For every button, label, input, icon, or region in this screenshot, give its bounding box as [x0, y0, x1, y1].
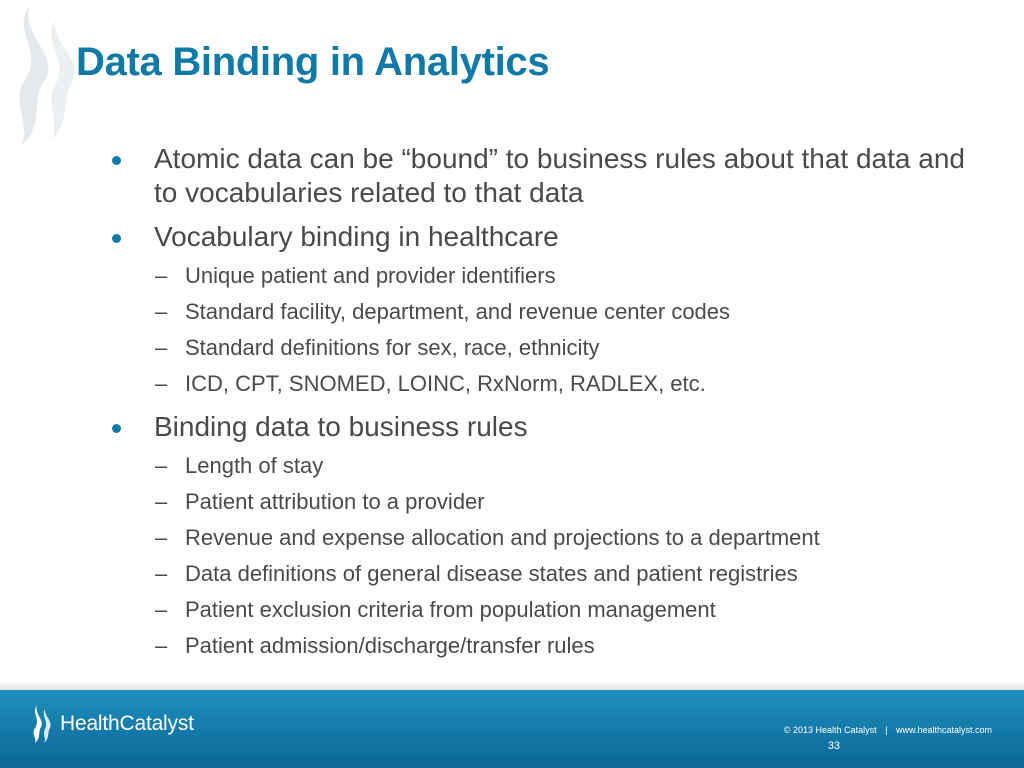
- sub-bullet-item: [112, 369, 972, 398]
- sub-bullet-text: Standard facility, department, and revenue center codes: [185, 299, 731, 324]
- slide-content: [112, 140, 972, 660]
- healthcatalyst-logo: [28, 704, 194, 744]
- dash-icon: –: [155, 633, 168, 658]
- dash-icon: –: [155, 335, 168, 360]
- dash-icon: –: [155, 525, 168, 550]
- sub-bullet-item: [112, 297, 972, 326]
- footer-shadow: [0, 682, 1024, 690]
- logo-text: HealthCatalyst: [60, 712, 194, 735]
- slide-title: Data Binding in Analytics: [76, 40, 550, 84]
- page-number: 33: [827, 740, 841, 752]
- sub-bullet-text: Standard definitions for sex, race, ethnicity: [185, 335, 600, 360]
- bullet-text: Vocabulary binding in healthcare: [154, 221, 559, 252]
- footer-band: [0, 690, 1024, 768]
- sub-bullet-text: Patient attribution to a provider: [185, 489, 485, 514]
- bullet-dot-icon: [112, 424, 121, 433]
- bullet-item: [112, 142, 972, 210]
- dash-icon: –: [155, 453, 168, 478]
- copyright-text: © 2013 Health Catalyst: [783, 725, 877, 735]
- sub-bullet-item: [112, 523, 972, 552]
- sub-bullet-item: [112, 559, 972, 588]
- dash-icon: –: [155, 489, 168, 514]
- dash-icon: –: [155, 263, 168, 288]
- dash-icon: –: [155, 371, 168, 396]
- sub-bullet-text: Data definitions of general disease states and patient registries: [185, 561, 798, 586]
- bullet-item: [112, 410, 972, 444]
- sub-bullet-text: ICD, CPT, SNOMED, LOINC, RxNorm, RADLEX, etc.: [185, 371, 706, 396]
- bullet-text: Atomic data can be “bound” to business rules about that data and to vocabularies related to that data: [154, 143, 965, 208]
- bullet-item: [112, 220, 972, 254]
- sub-bullet-item: [112, 451, 972, 480]
- website-link[interactable]: www.healthcatalyst.com: [895, 725, 992, 735]
- sub-bullet-item: [112, 487, 972, 516]
- sub-bullet-item: [112, 595, 972, 624]
- dash-icon: –: [155, 597, 168, 622]
- flame-logo-icon: [28, 704, 54, 744]
- sub-bullet-text: Revenue and expense allocation and projections to a department: [185, 525, 820, 550]
- bullet-text: Binding data to business rules: [154, 411, 528, 442]
- dash-icon: –: [155, 299, 168, 324]
- sub-bullet-item: [112, 333, 972, 362]
- sub-bullet-item: [112, 631, 972, 660]
- bullet-dot-icon: [112, 234, 121, 243]
- sub-bullet-text: Patient admission/discharge/transfer rules: [185, 633, 595, 658]
- bullet-dot-icon: [112, 156, 121, 165]
- dash-icon: –: [155, 561, 168, 586]
- sub-bullet-text: Length of stay: [185, 453, 324, 478]
- sub-bullet-text: Unique patient and provider identifiers: [185, 263, 556, 288]
- footer-info: [784, 724, 992, 752]
- sub-bullet-text: Patient exclusion criteria from population management: [185, 597, 716, 622]
- footer-separator: |: [885, 725, 888, 735]
- sub-bullet-item: [112, 261, 972, 290]
